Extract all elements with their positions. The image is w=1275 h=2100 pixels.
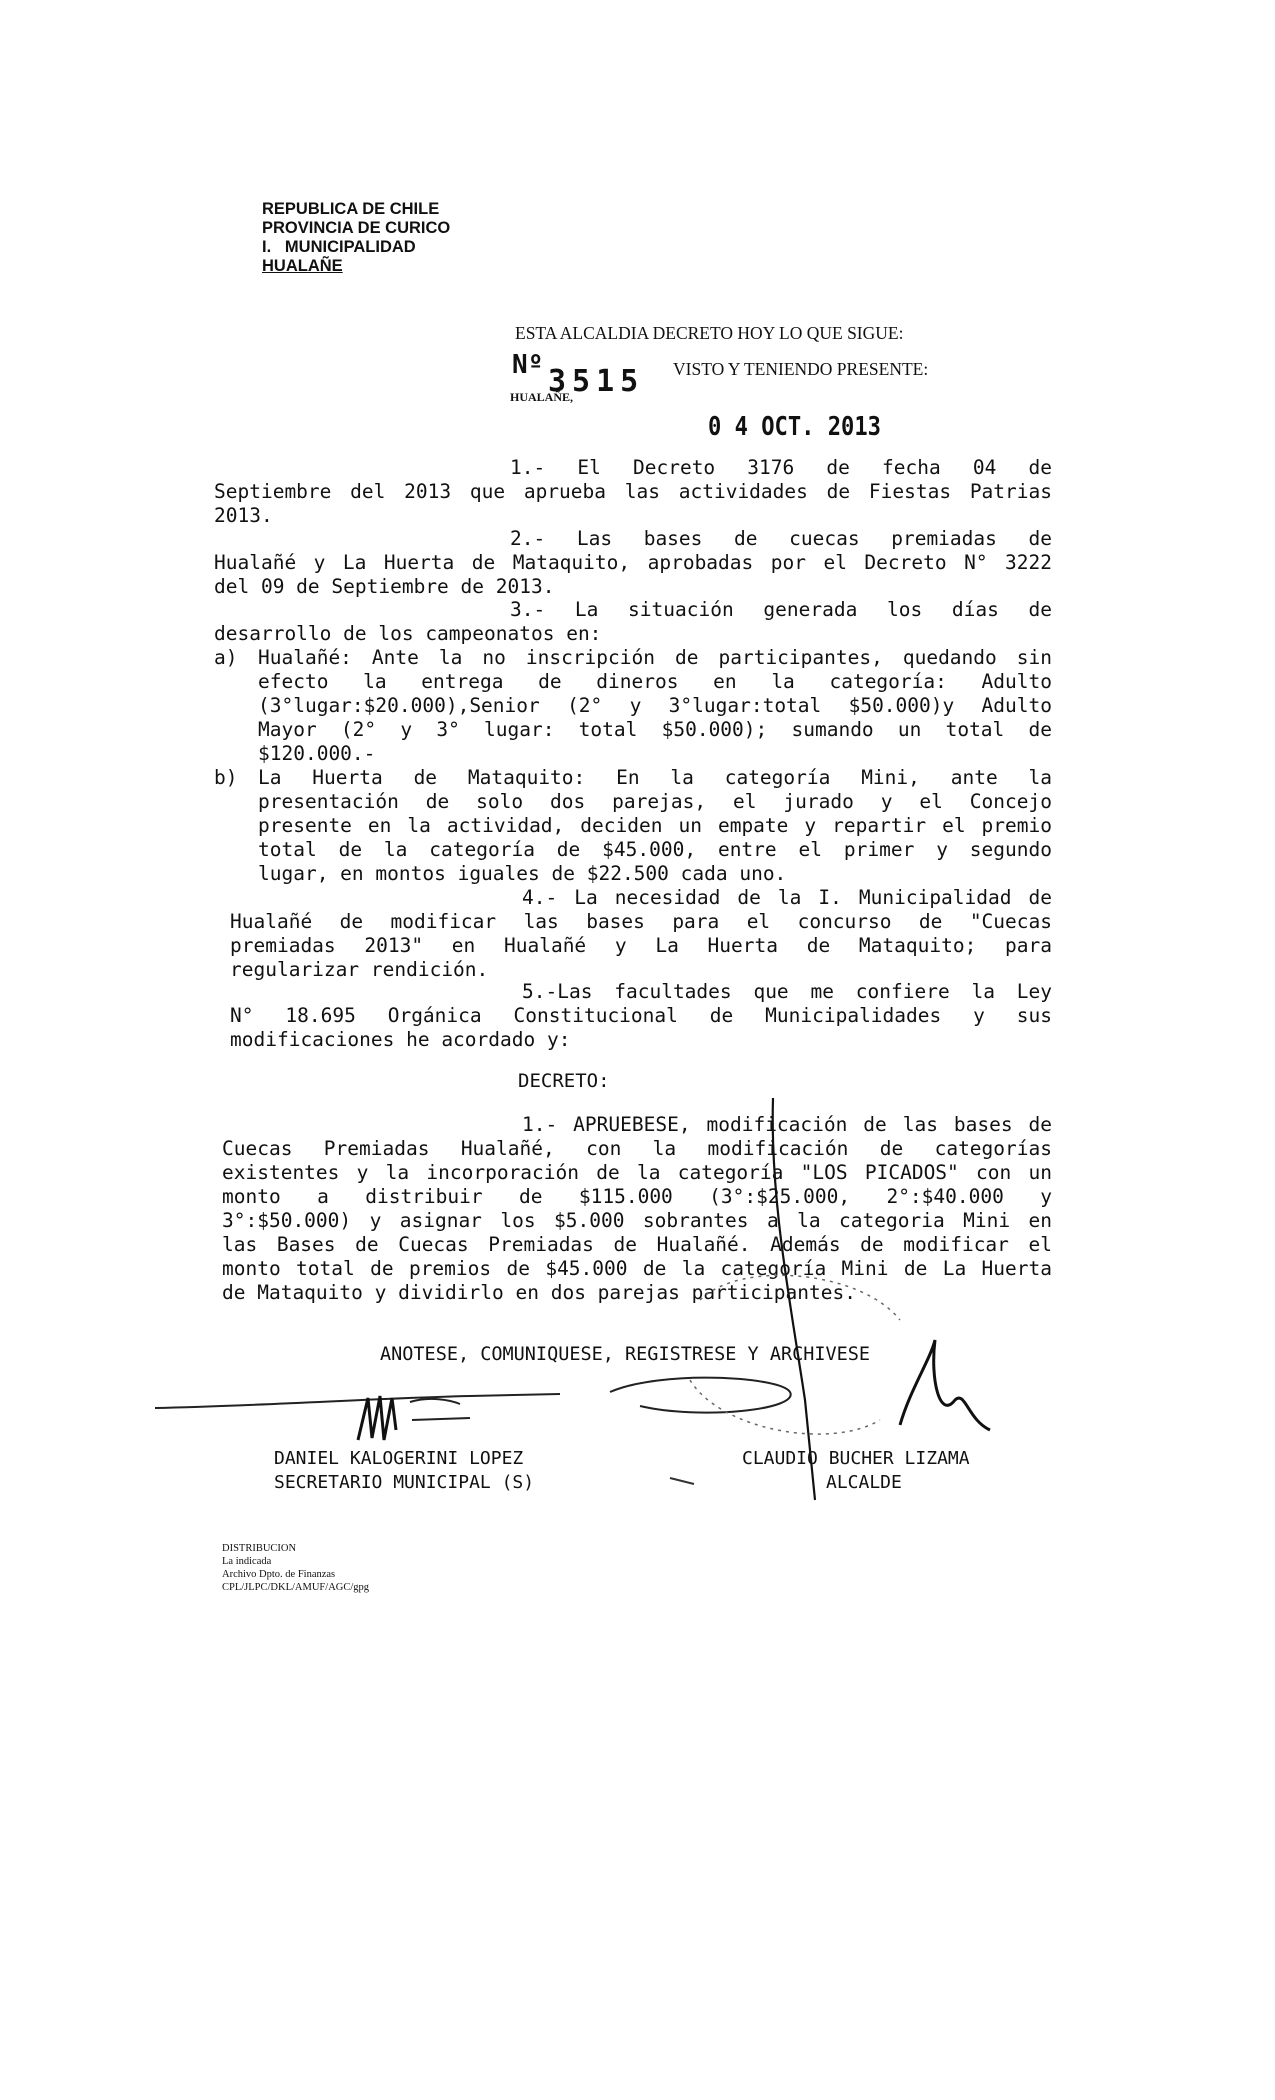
letterhead-province: PROVINCIA DE CURICO — [262, 219, 451, 237]
text-line: del 09 de Septiembre de 2013. — [214, 575, 555, 598]
text-line: monto total de premios de $45.000 de la categoría Mini de La Huerta — [222, 1257, 1052, 1280]
letterhead-municipality: I. MUNICIPALIDAD — [262, 238, 416, 256]
text-line: 2.- Las bases de cuecas premiadas de — [510, 527, 1052, 550]
visto-line: VISTO Y TENIENDO PRESENTE: — [673, 359, 929, 379]
considerando-5 — [230, 980, 1052, 1052]
decreto-point-1 — [222, 1113, 1052, 1305]
letterhead — [262, 200, 450, 276]
decree-number-label: Nº — [512, 350, 544, 380]
text-line: existentes y la incorporación de la categoría "LOS PICADOS" con un — [222, 1161, 1052, 1184]
mayor-title: ALCALDE — [826, 1472, 902, 1493]
closing-formula: ANOTESE, COMUNIQUESE, REGISTRESE Y ARCHIVESE — [380, 1344, 871, 1365]
considerando-4 — [230, 886, 1052, 982]
text-line: Hualañé y La Huerta de Mataquito, aprobadas por el Decreto N° 3222 — [214, 551, 1052, 574]
decreto-heading: DECRETO: — [518, 1070, 610, 1092]
text-line: las Bases de Cuecas Premiadas de Hualañé. Además de modificar el — [222, 1233, 1052, 1256]
text-line: de Mataquito y dividirlo en dos parejas participantes. — [222, 1281, 856, 1304]
considerando-1 — [214, 456, 1052, 528]
list-marker-a: a) — [214, 646, 238, 669]
text-line: premiadas 2013" en Hualañé y La Huerta de Mataquito; para — [230, 934, 1052, 957]
list-marker-b: b) — [214, 766, 238, 789]
date-stamp: 0 4 OCT. 2013 — [708, 412, 881, 442]
text-line: 1.- El Decreto 3176 de fecha 04 de — [510, 456, 1052, 479]
distribution-line: Archivo Dpto. de Finanzas — [222, 1569, 336, 1580]
text-line: regularizar rendición. — [230, 958, 489, 981]
text-line: efecto la entrega de dineros en la categoría: Adulto — [258, 670, 1052, 693]
considerando-3b — [258, 766, 1052, 886]
text-line: 3°:$50.000) y asignar los $5.000 sobrantes a la categoria Mini en — [222, 1209, 1052, 1232]
text-line: Septiembre del 2013 que aprueba las actividades de Fiestas Patrias — [214, 480, 1052, 503]
distribution-line: La indicada — [222, 1556, 272, 1567]
text-line: Hualañé de modificar las bases para el concurso de "Cuecas — [230, 910, 1052, 933]
text-line: Cuecas Premiadas Hualañé, con la modificación de categorías — [222, 1137, 1052, 1160]
distribution-title: DISTRIBUCION — [222, 1543, 297, 1554]
letterhead-commune: HUALAÑE — [262, 257, 343, 275]
text-line: lugar, en montos iguales de $22.500 cada uno. — [258, 862, 787, 885]
text-line: 3.- La situación generada los días de — [510, 598, 1052, 621]
mayor-name: CLAUDIO BUCHER LIZAMA — [742, 1448, 970, 1469]
text-line: 1.- APRUEBESE, modificación de las bases de — [522, 1113, 1052, 1136]
text-line: (3°lugar:$20.000),Senior (2° y 3°lugar:total $50.000)y Adulto — [258, 694, 1052, 717]
text-line: Mayor (2° y 3° lugar: total $50.000); sumando un total de — [258, 718, 1052, 741]
secretary-title: SECRETARIO MUNICIPAL (S) — [274, 1472, 535, 1493]
text-line: modificaciones he acordado y: — [230, 1028, 571, 1051]
text-line: presente en la actividad, deciden un empate y repartir el premio — [258, 814, 1052, 837]
text-line: monto a distribuir de $115.000 (3°:$25.000, 2°:$40.000 y — [222, 1185, 1052, 1208]
place-stamp: HUALAÑE, — [510, 390, 574, 404]
text-line: $120.000.- — [258, 742, 376, 765]
text-line: 5.-Las facultades que me confiere la Ley — [522, 980, 1052, 1003]
distribution-line: CPL/JLPC/DKL/AMUF/AGC/gpg — [222, 1582, 370, 1593]
text-line: 4.- La necesidad de la I. Municipalidad de — [522, 886, 1052, 909]
text-line: presentación de solo dos parejas, el jurado y el Concejo — [258, 790, 1052, 813]
considerando-3 — [214, 598, 1052, 646]
text-line: La Huerta de Mataquito: En la categoría Mini, ante la — [258, 766, 1052, 789]
decree-number-stamp: 3515 — [548, 364, 645, 399]
text-line: 2013. — [214, 504, 273, 527]
text-line: total de la categoría de $45.000, entre el primer y segundo — [258, 838, 1052, 861]
text-line: Hualañé: Ante la no inscripción de participantes, quedando sin — [258, 646, 1052, 669]
alcaldia-line: ESTA ALCALDIA DECRETO HOY LO QUE SIGUE: — [515, 323, 904, 343]
considerando-3a — [258, 646, 1052, 766]
text-line: desarrollo de los campeonatos en: — [214, 622, 602, 645]
secretary-name: DANIEL KALOGERINI LOPEZ — [274, 1448, 524, 1469]
text-line: N° 18.695 Orgánica Constitucional de Municipalidades y sus — [230, 1004, 1052, 1027]
considerando-2 — [214, 527, 1052, 599]
distribution-block — [222, 1542, 369, 1594]
letterhead-country: REPUBLICA DE CHILE — [262, 200, 440, 218]
